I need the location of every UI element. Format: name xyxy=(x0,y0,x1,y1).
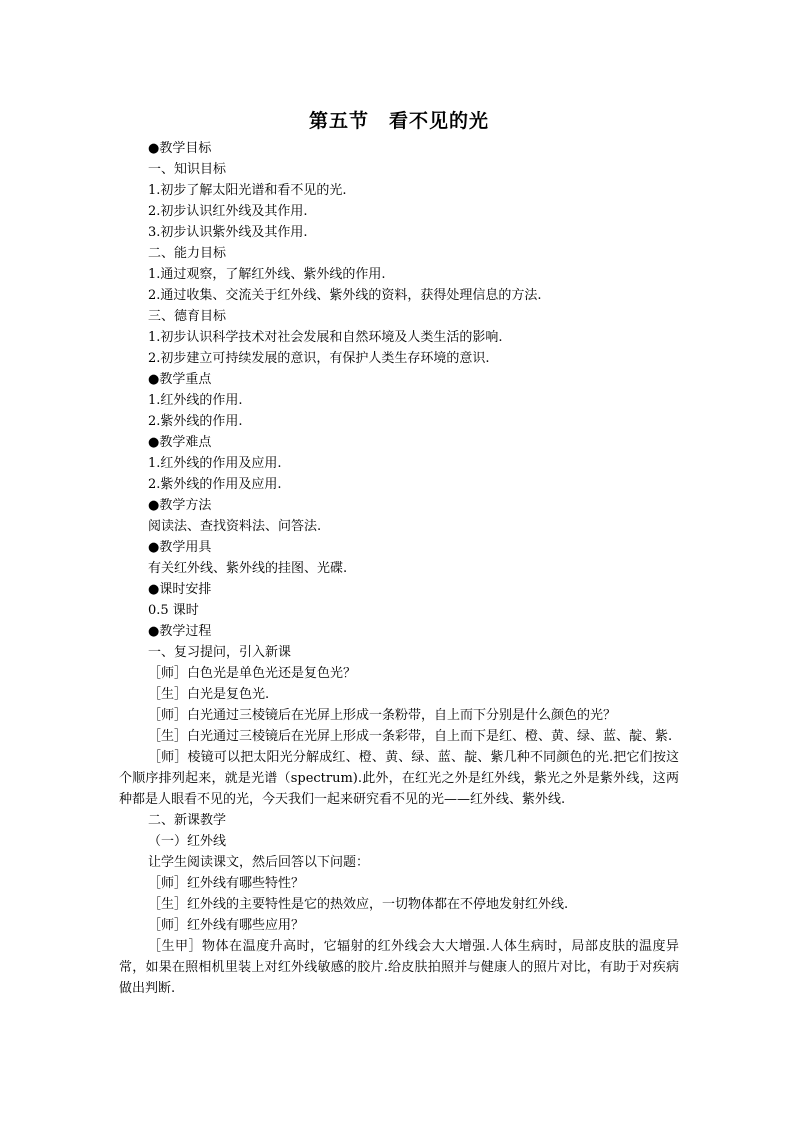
list-item: 1.红外线的作用. xyxy=(148,393,243,408)
list-item: 1.初步了解太阳光谱和看不见的光. xyxy=(148,183,347,198)
section-heading-key-points: ●教学重点 xyxy=(148,372,212,387)
section-heading-methods: ●教学方法 xyxy=(148,498,212,513)
subheading-ability: 二、能力目标 xyxy=(148,246,227,261)
section-heading-difficulties: ●教学难点 xyxy=(148,435,212,450)
dialogue-line: ［生］白光是复色光. xyxy=(148,687,270,702)
section-heading-process: ●教学过程 xyxy=(148,624,212,639)
subheading-review: 一、复习提问，引入新课 xyxy=(148,645,292,660)
tools-text: 有关红外线、紫外线的挂图、光碟. xyxy=(148,561,348,576)
subheading-new-lesson: 二、新课教学 xyxy=(148,813,227,828)
dialogue-line: ［师］红外线有哪些应用？ xyxy=(148,918,305,933)
dialogue-line: ［师］白色光是单色光还是复色光？ xyxy=(148,666,357,681)
list-item: 2.紫外线的作用. xyxy=(148,414,243,429)
subheading-knowledge: 一、知识目标 xyxy=(148,162,227,177)
dialogue-line: ［生］红外线的主要特性是它的热效应，一切物体都在不停地发射红外线. xyxy=(148,897,569,912)
section-heading-goals: ●教学目标 xyxy=(148,141,212,156)
document-body xyxy=(119,138,679,999)
dialogue-paragraph: ［生甲］物体在温度升高时，它辐射的红外线会大大增强.人体生病时，局部皮肤的温度异常，如果在照相机里装上对红外线敏感的胶片.给皮肤拍照并与健康人的照片对比，有助于对疾病做出判断. xyxy=(119,939,679,996)
list-item: 1.初步认识科学技术对社会发展和自然环境及人类生活的影响. xyxy=(148,330,503,345)
instruction-line: 让学生阅读课文，然后回答以下问题： xyxy=(148,855,370,870)
dialogue-line: ［师］白光通过三棱镜后在光屏上形成一条粉带，自上而下分别是什么颜色的光？ xyxy=(148,708,617,723)
dialogue-paragraph: ［师］棱镜可以把太阳光分解成红、橙、黄、绿、蓝、靛、紫几种不同颜色的光.把它们按这个顺序排列起来，就是光谱（spectrum).此外，在红光之外是红外线，紫光之外是紫外线，这两种都是人眼看不见的光，今天我们一起来研究看不见的光——红外线、紫外线. xyxy=(119,750,679,807)
dialogue-line: ［师］红外线有哪些特性？ xyxy=(148,876,305,891)
list-item: 1.通过观察，了解红外线、紫外线的作用. xyxy=(148,267,386,282)
list-item: 2.紫外线的作用及应用. xyxy=(148,477,282,492)
list-item: 1.红外线的作用及应用. xyxy=(148,456,282,471)
subheading-moral: 三、德育目标 xyxy=(148,309,227,324)
list-item: 2.初步认识红外线及其作用. xyxy=(148,204,308,219)
list-item: 2.通过收集、交流关于红外线、紫外线的资料，获得处理信息的方法. xyxy=(148,288,542,303)
section-heading-schedule: ●课时安排 xyxy=(148,582,212,597)
list-item: 2.初步建立可持续发展的意识，有保护人类生存环境的意识. xyxy=(148,351,490,366)
list-item: 3.初步认识紫外线及其作用. xyxy=(148,225,308,240)
subheading-infrared: （一）红外线 xyxy=(148,834,227,849)
section-heading-tools: ●教学用具 xyxy=(148,540,212,555)
dialogue-paragraph: ［生］白光通过三棱镜后在光屏上形成一条彩带，自上而下是红、橙、黄、绿、蓝、靛、紫. xyxy=(148,729,673,744)
methods-text: 阅读法、查找资料法、问答法. xyxy=(148,519,322,534)
schedule-text: 0.5 课时 xyxy=(148,603,199,618)
page-title: 第五节 看不见的光 xyxy=(308,110,489,132)
